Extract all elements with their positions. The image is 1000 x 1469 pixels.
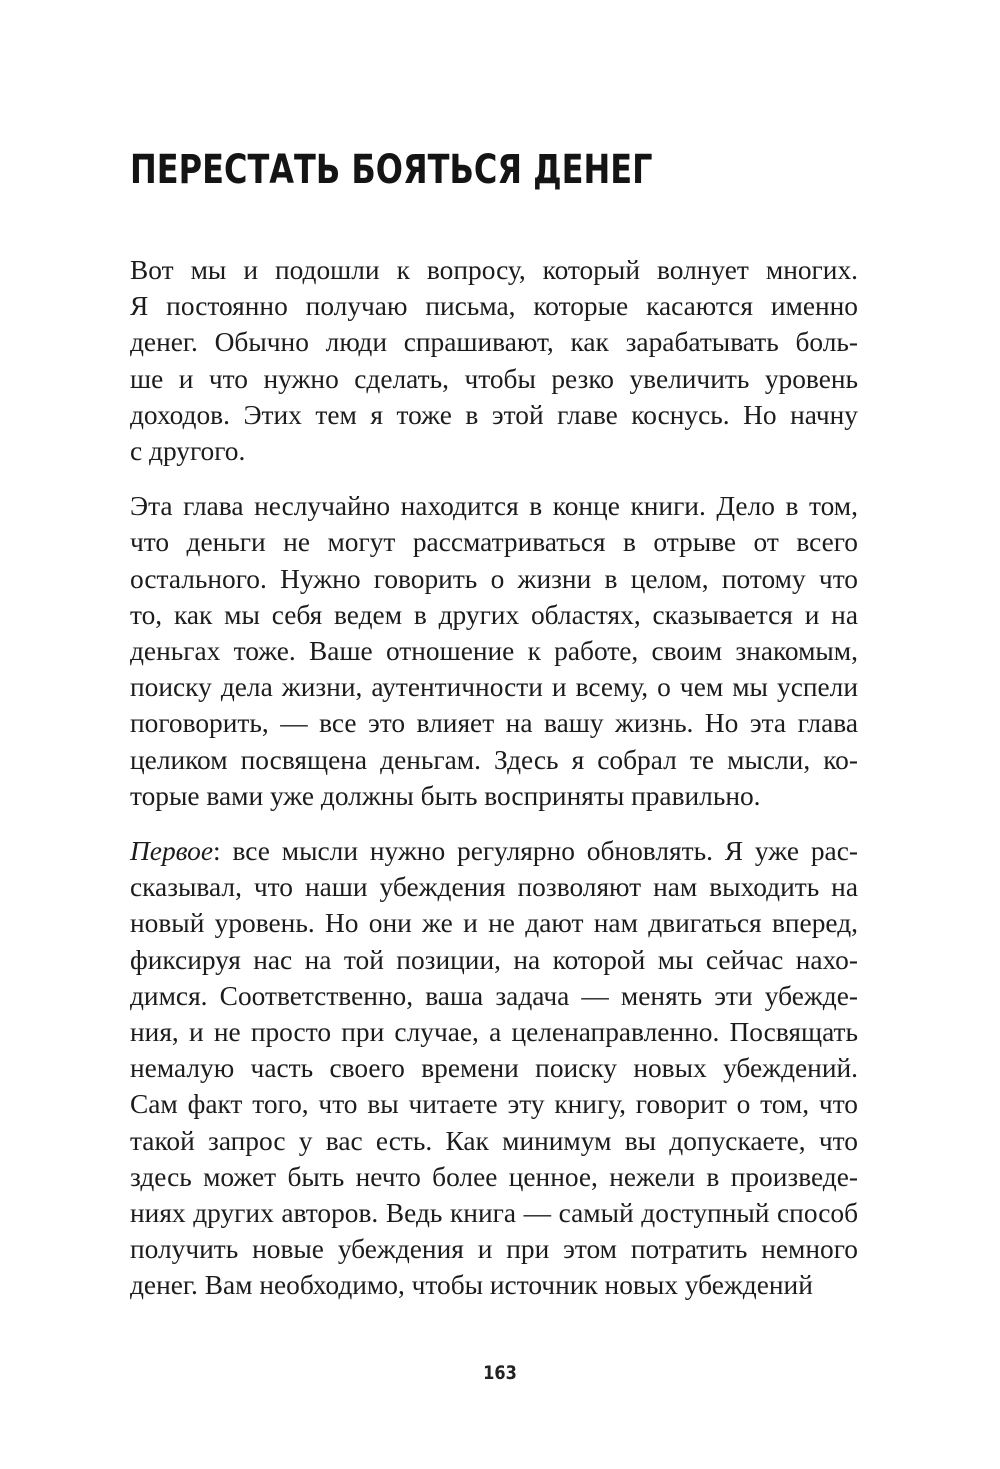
text-line: с другого.: [130, 436, 246, 467]
text-line: здесь может быть нечто более ценное, нежели в произведе-: [130, 1161, 858, 1192]
text-line: то, как мы себя ведем в других областях, сказывается и на: [130, 599, 858, 630]
text-line: ниях других авторов. Ведь книга — самый доступный способ: [130, 1198, 858, 1229]
page-number: 163: [483, 1362, 517, 1384]
emphasis-lead-word: Первое: [130, 836, 214, 867]
text-line: ния, и не просто при случае, а целенаправленно. Посвящать: [130, 1017, 858, 1048]
text-line: сказывал, что наши убеждения позволяют нам выходить на: [130, 872, 858, 903]
text-line: фиксируя нас на той позиции, на которой мы сейчас нахо-: [130, 944, 858, 975]
text-line-lead: [130, 833, 858, 869]
text-line: денег. Вам необходимо, чтобы источник новых убеждений: [130, 1270, 813, 1301]
text-line: торые вами уже должны быть восприняты правильно.: [130, 780, 761, 811]
text-line: такой запрос у вас есть. Как минимум вы допускаете, что: [130, 1125, 858, 1156]
text-line: что деньги не могут рассматриваться в отрыве от всего: [130, 527, 858, 558]
paragraph-2: [130, 488, 858, 814]
text-line: остального. Нужно говорить о жизни в целом, потому что: [130, 563, 858, 594]
lead-line-rest: : все мысли нужно регулярно обновлять. Я уже рас-: [213, 836, 858, 867]
text-line: доходов. Этих тем я тоже в этой главе коснусь. Но начну: [130, 399, 858, 430]
text-line: поговорить, — все это влияет на вашу жизнь. Но эта глава: [130, 708, 858, 739]
text-line: Вот мы и подошли к вопросу, который волнует многих.: [130, 255, 858, 285]
text-line: денег. Обычно люди спрашивают, как зарабатывать боль-: [130, 327, 858, 358]
body-text: [130, 252, 858, 1323]
text-line: ше и что нужно сделать, чтобы резко увеличить уровень: [130, 363, 858, 394]
paragraph-3: [130, 833, 858, 1304]
text-line: получить новые убеждения и при этом потратить немного: [130, 1234, 858, 1265]
text-line: новый уровень. Но они же и не дают нам двигаться вперед,: [130, 908, 858, 939]
text-line: Сам факт того, что вы читаете эту книгу, говорит о том, что: [130, 1089, 858, 1120]
text-line: поиску дела жизни, аутентичности и всему, о чем мы успели: [130, 672, 858, 703]
text-line: Я постоянно получаю письма, которые касаются именно: [130, 291, 858, 322]
text-line: Эта глава неслучайно находится в конце книги. Дело в том,: [130, 491, 858, 522]
text-line: димся. Соответственно, ваша задача — менять эти убежде-: [130, 980, 858, 1011]
chapter-title: ПЕРЕСТАТЬ БОЯТЬСЯ ДЕНЕГ: [130, 147, 653, 193]
text-line: целиком посвящена деньгам. Здесь я собрал те мысли, ко-: [130, 744, 858, 775]
paragraph-1: [130, 252, 858, 469]
text-line: деньгах тоже. Ваше отношение к работе, своим знакомым,: [130, 636, 858, 667]
text-line: немалую часть своего времени поиску новых убеждений.: [130, 1053, 858, 1084]
